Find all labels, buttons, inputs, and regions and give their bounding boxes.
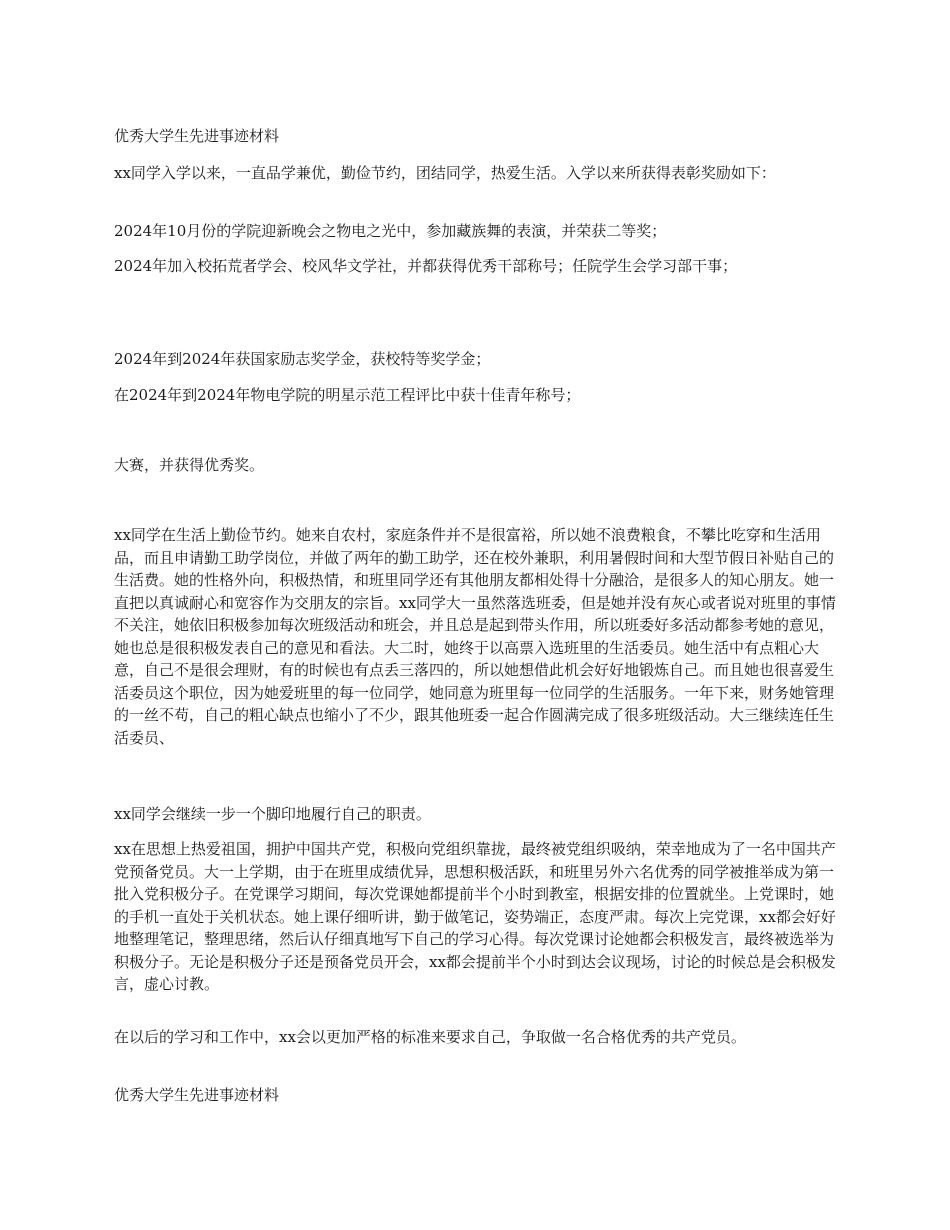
award-item-2: 2024年加入校拓荒者学会、校风华文学社，并都获得优秀干部称号；任院学生会学习部干事； (114, 257, 738, 275)
award-item-5: 大赛，并获得优秀奖。 (114, 456, 265, 474)
thought-paragraph: xx在思想上热爱祖国，拥护中国共产党，积极向党组织靠拢，最终被党组织吸纳，荣幸地成为了一名中国共产党预备党员。大一上学期，由于在班里成绩优异，思想积极活跃，和班里另外六名优秀的同学被推举成为第一批入党积极分子。在党课学习期间，每次党课她都提前半个小时到教室，根据安排的位置就坐。上党课时，她的手机一直处于关机状态。她上课仔细听讲，勤于做笔记，姿势端正，态度严肃。每次上完党课，xx都会好好地整理笔记，整理思绪，然后认仔细真地写下自己的学习心得。每次党课讨论她都会积极发言，最终被选举为积极分子。无论是积极分子还是预备党员开会，xx都会提前半个小时到达会议现场，讨论的时候总是会积极发言，虚心讨教。 (114, 840, 836, 993)
future-paragraph: 在以后的学习和工作中，xx会以更加严格的标准来要求自己，争取做一名合格优秀的共产党员。 (114, 1028, 746, 1046)
award-item-1: 2024年10月份的学院迎新晚会之物电之光中，参加藏族舞的表演，并荣获二等奖； (114, 222, 667, 240)
life-paragraph: xx同学在生活上勤俭节约。她来自农村，家庭条件并不是很富裕，所以她不浪费粮食，不攀比吃穿和生活用品，而且申请勤工助学岗位，并做了两年的勤工助学，还在校外兼职，利用暑假时间和大型节假日补贴自己的生活费。她的性格外向，积极热情，和班里同学还有其他朋友都相处得十分融洽，是很多人的知心朋友。她一直把以真诚耐心和宽容作为交朋友的宗旨。xx同学大一虽然落选班委，但是她并没有灰心或者说对班里的事情不关注，她依旧积极参加每次班级活动和班会，并且总是起到带头作用，所以班委好多活动都参考她的意见，她也总是很积极发表自己的意见和看法。大二时，她终于以高票入选班里的生活委员。她生活中有点粗心大意，自己不是很会理财，有的时候也有点丢三落四的，所以她想借此机会好好地锻炼自己。而且她也很喜爱生活委员这个职位，因为她爱班里的每一位同学，她同意为班里每一位同学的生活服务。一年下来，财务她管理的一丝不苟，自己的粗心缺点也缩小了不少，跟其他班委一起合作圆满完成了很多班级活动。大三继续连任生活委员、 (114, 526, 836, 747)
document-title-top: 优秀大学生先进事迹材料 (114, 127, 280, 145)
award-item-3: 2024年到2024年获国家励志奖学金，获校特等奖学金； (114, 350, 491, 368)
document-title-bottom: 优秀大学生先进事迹材料 (114, 1086, 280, 1104)
award-item-4: 在2024年到2024年物电学院的明星示范工程评比中获十佳青年称号； (114, 386, 581, 404)
duty-paragraph: xx同学会继续一步一个脚印地履行自己的职责。 (114, 805, 431, 823)
intro-paragraph: xx同学入学以来，一直品学兼优，勤俭节约，团结同学，热爱生活。入学以来所获得表彰奖励如下： (114, 164, 776, 182)
